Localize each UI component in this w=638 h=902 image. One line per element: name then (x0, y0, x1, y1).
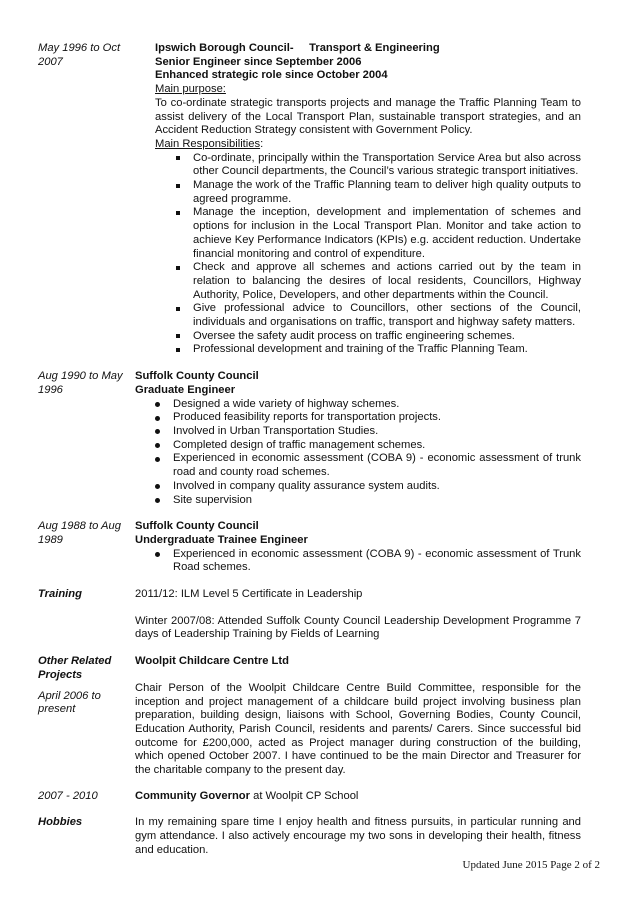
section-hobbies (38, 816, 581, 857)
other-projects-dates: April 2006 to present (38, 689, 101, 716)
governor-place: at Woolpit CP School (250, 789, 359, 802)
purpose-heading: Main purpose: (155, 83, 226, 96)
suffolk-trainee-content (135, 520, 581, 575)
list-item: Check and approve all schemes and actions carried out by the team in relation to balancing the desires of local residents, Councillors, Highway Authority, Police, Developers, and other departments within the Council. (155, 261, 581, 302)
section-suffolk-trainee (38, 520, 581, 575)
section-suffolk-graduate (38, 370, 581, 507)
section-ipswich (38, 42, 581, 357)
hobbies-label: Hobbies (38, 816, 83, 829)
list-item: Site supervision (135, 494, 581, 508)
suffolk-graduate-dates: Aug 1990 to May 1996 (38, 370, 123, 396)
governor-role: Community Governor (135, 789, 250, 802)
training-content (135, 588, 581, 642)
list-item: Oversee the safety audit process on traffic engineering schemes. (155, 330, 581, 344)
section-governor (38, 790, 581, 804)
training-item-ilm: 2011/12: ILM Level 5 Certificate in Leadership (135, 588, 363, 601)
other-projects-labels (38, 655, 135, 717)
section-training (38, 588, 581, 642)
list-item: Involved in company quality assurance system audits. (135, 480, 581, 494)
list-item: Experienced in economic assessment (COBA 9) - economic assessment of Trunk Road schemes. (135, 548, 581, 575)
list-item: Co-ordinate, principally within the Transportation Service Area but also across other Council departments, the Council’s various strategic transport initiatives. (155, 152, 581, 179)
other-projects-org: Woolpit Childcare Centre Ltd (135, 655, 289, 668)
ipswich-org: Ipswich Borough Council- Transport & Engineering (155, 42, 440, 54)
ipswich-dates: May 1996 to Oct 2007 (38, 42, 121, 68)
training-label: Training (38, 588, 82, 601)
cv-page (38, 42, 581, 858)
governor-line (135, 790, 581, 804)
hobbies-content (135, 816, 581, 857)
list-item: Manage the inception, development and implementation of schemes and options for inclusion in the Local Transport Plan. Monitor and take action to achieve Key Performance Indicators (KPIs) e.g. accident reduction. Undertake financial monitoring and control of expenditure. (155, 206, 581, 261)
list-item: Produced feasibility reports for transportation projects. (135, 411, 581, 425)
purpose-text: To co-ordinate strategic transports projects and manage the Traffic Planning Team to assist delivery of the Local Transport Plan, sustainable transport strategies, and an Accident Reduction Strategy consistent with Government Policy. (155, 96, 581, 137)
ipswich-content (155, 42, 581, 357)
section-other-projects (38, 655, 581, 778)
list-item: Involved in Urban Transportation Studies. (135, 425, 581, 439)
suffolk-trainee-dates: Aug 1988 to Aug 1989 (38, 520, 121, 546)
other-projects-label: Other Related Projects (38, 655, 112, 681)
list-item: Designed a wide variety of highway schemes. (135, 398, 581, 412)
suffolk-trainee-bullets (135, 548, 581, 575)
other-projects-content (135, 655, 581, 778)
list-item: Completed design of traffic management schemes. (135, 439, 581, 453)
suffolk-graduate-content (135, 370, 581, 507)
suffolk-graduate-org: Suffolk County Council (135, 370, 259, 383)
ipswich-bullets (155, 152, 581, 358)
list-item: Professional development and training of the Traffic Planning Team. (155, 343, 581, 357)
suffolk-graduate-role: Graduate Engineer (135, 383, 236, 396)
ipswich-role: Senior Engineer since September 2006 (155, 55, 362, 68)
suffolk-trainee-role: Undergraduate Trainee Engineer (135, 533, 308, 546)
page-footer: Updated June 2015 Page 2 of 2 (462, 859, 600, 871)
responsibilities-heading (155, 138, 581, 152)
other-projects-text: Chair Person of the Woolpit Childcare Centre Build Committee, responsible for the inception and project management of a childcare build project involving business plan preparation, building design, liaisons with School, Governing Bodies, County Council, Education Authority, Parish Council, residents and parents/ Carers. Since successful bid outcome for £200,000, acted as Project manager during construction of the building, which opened October 2007. I have continued to be the main Director and Treasurer for the charitable company to the present day. (135, 681, 581, 777)
governor-content (135, 790, 581, 804)
training-item-leadership: Winter 2007/08: Attended Suffolk County Council Leadership Development Programme 7 days of Leadership Training by Fields of Learning (135, 614, 581, 641)
governor-dates: 2007 - 2010 (38, 789, 98, 802)
responsibilities-heading-text: Main Responsibilities (155, 137, 261, 150)
ipswich-extra: Enhanced strategic role since October 2004 (155, 69, 388, 82)
suffolk-trainee-org: Suffolk County Council (135, 520, 259, 533)
list-item: Experienced in economic assessment (COBA 9) - economic assessment of trunk road and county road schemes. (135, 452, 581, 479)
hobbies-text: In my remaining spare time I enjoy health and fitness pursuits, in particular running and gym attendance. I also actively encourage my two sons in developing their health, fitness and education. (135, 816, 581, 856)
list-item: Give professional advice to Councillors, other sections of the Council, individuals and organisations on traffic, transport and highway safety matters. (155, 302, 581, 329)
list-item: Manage the work of the Traffic Planning team to deliver high quality outputs to agreed programme. (155, 179, 581, 206)
suffolk-graduate-bullets (135, 398, 581, 508)
responsibilities-colon: : (260, 137, 264, 150)
